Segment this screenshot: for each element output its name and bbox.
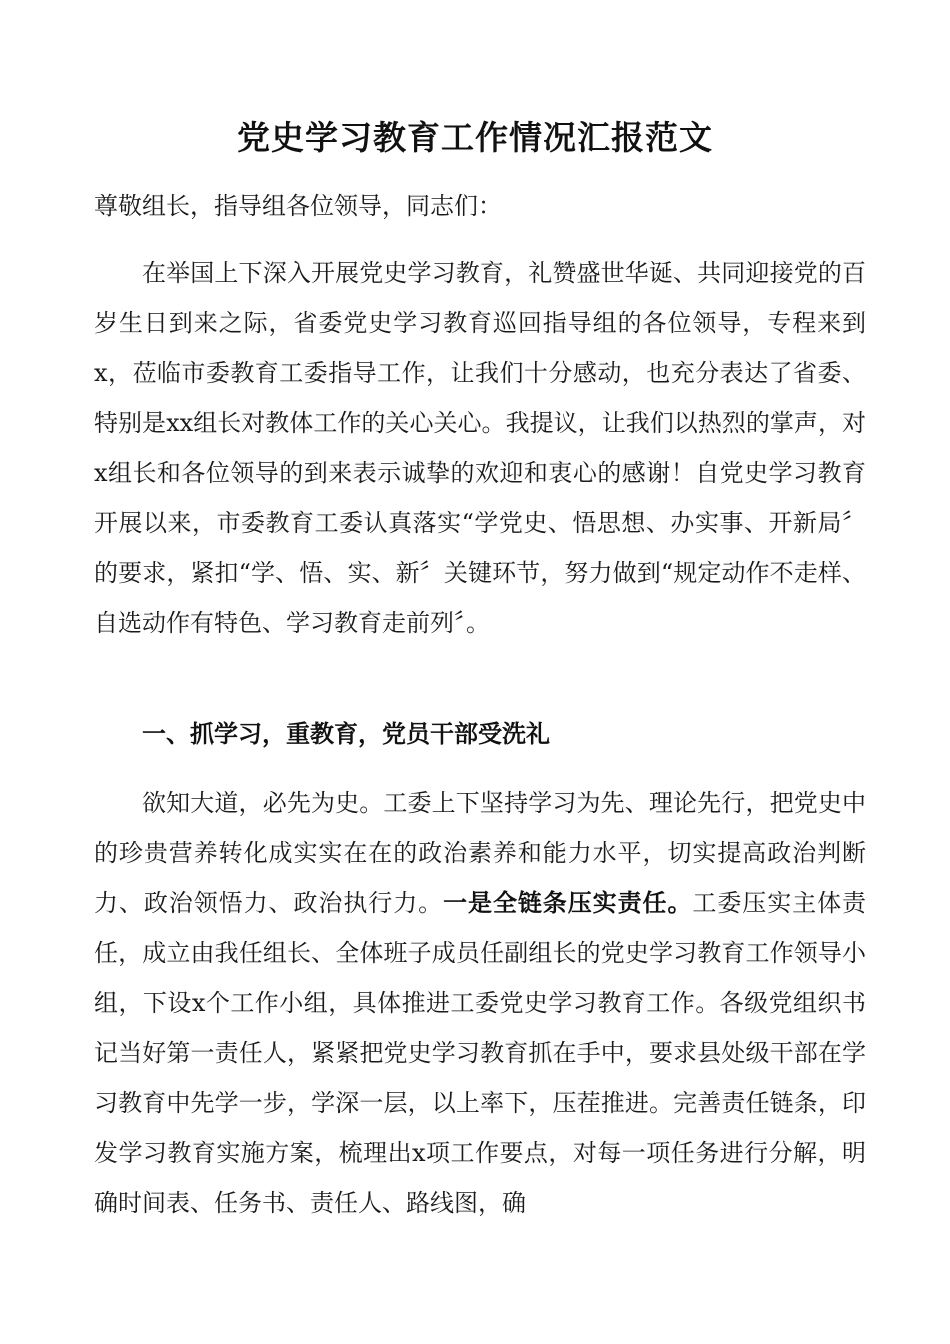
intro-paragraph — [94, 248, 866, 648]
section-1-bold-point: 一是全链条压实责任。 — [443, 889, 693, 917]
section-1-heading: 一、抓学习，重教育，党员干部受洗礼 — [142, 720, 550, 748]
section-1-text-part1: 欲知大道，必先为史。工委上下坚持学习为先、理论先行，把党史中的珍贵营养转化成实实在在的政治素养和能力水平，切实提高政治判断力、政治领悟力、政治执行力。 — [94, 789, 866, 917]
section-1-text-part2: 工委压实主体责任，成立由我任组长、全体班子成员任副组长的党史学习教育工作领导小组，下设x个工作小组，具体推进工委党史学习教育工作。各级党组织书记当好第一责任人，紧紧把党史学习教育抓在手中，要求县处级干部在学习教育中先学一步，学深一层，以上率下，压茬推进。完善责任链条，印发学习教育实施方案，梳理出x项工作要点，对每一项任务进行分解，明确时间表、任务书、责任人、路线图，确 — [94, 889, 867, 1217]
intro-paragraph-text: 在举国上下深入开展党史学习教育，礼赞盛世华诞、共同迎接党的百岁生日到来之际，省委党史学习教育巡回指导组的各位领导，专程来到x，莅临市委教育工委指导工作，让我们十分感动，也充分表达了省委、特别是xx组长对教体工作的关心关心。我提议，让我们以热烈的掌声，对x组长和各位领导的到来表示诚挚的欢迎和衷心的感谢！自党史学习教育开展以来，市委教育工委认真落实“学党史、悟思想、办实事、开新局〞的要求，紧扣“学、悟、实、新〞关键环节，努力做到“规定动作不走样、自选动作有特色、学习教育走前列〞。 — [94, 259, 866, 637]
document-title: 党史学习教育工作情况汇报范文 — [237, 118, 713, 157]
salutation: 尊敬组长，指导组各位领导，同志们： — [94, 192, 502, 220]
section-1-paragraph — [94, 778, 866, 1228]
